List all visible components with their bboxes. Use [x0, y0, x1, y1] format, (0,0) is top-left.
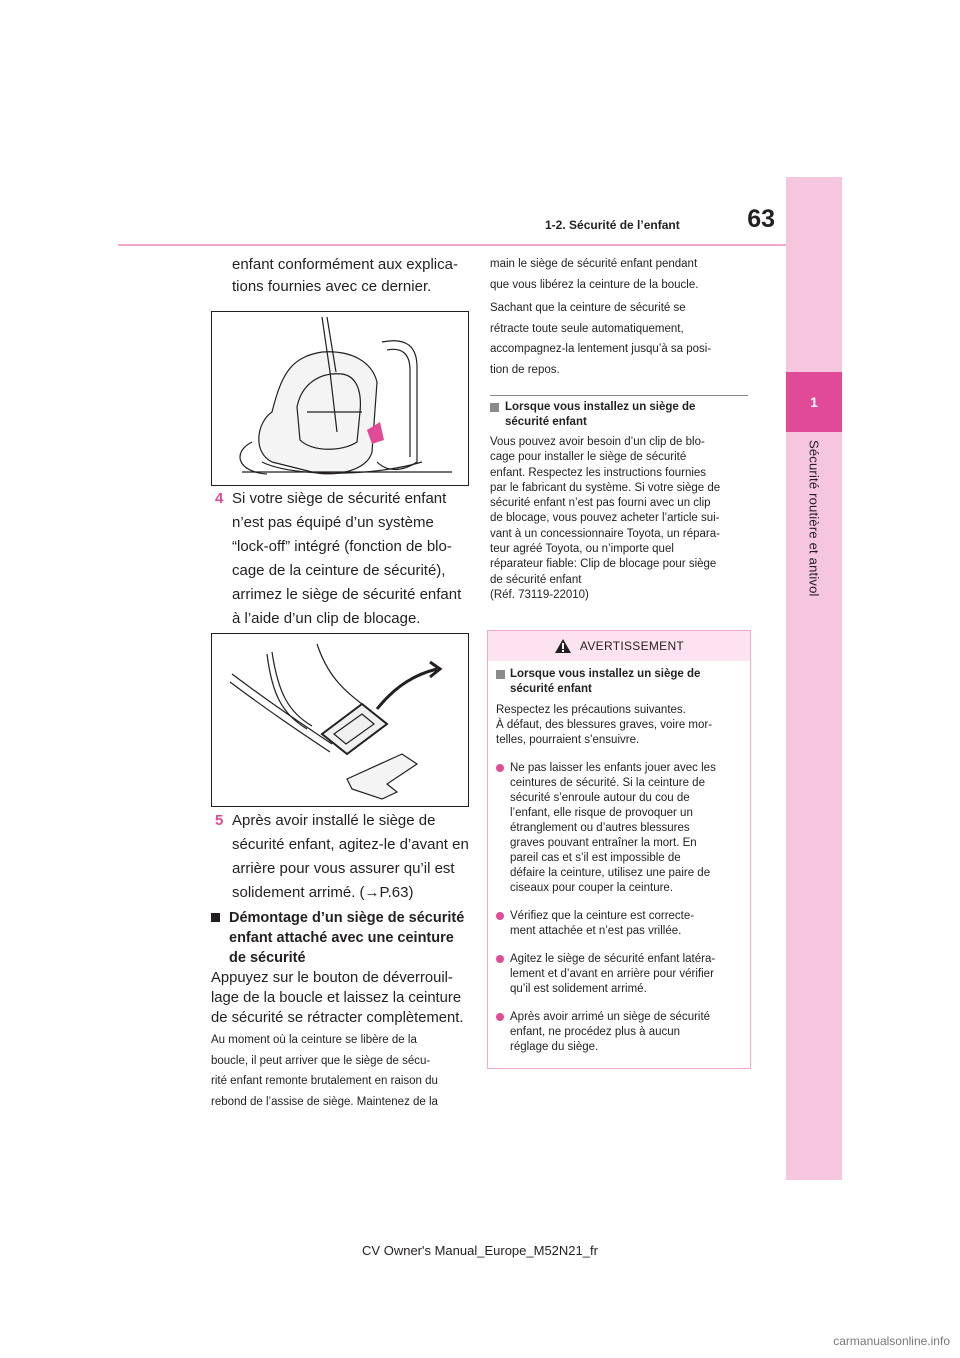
step-4-line: à l’aide d’un clip de blocage. — [232, 610, 421, 627]
install-heading-line: Lorsque vous installez un siège de — [505, 401, 696, 413]
warning-bullet-line: Après avoir arrimé un siège de sécurité — [510, 1011, 711, 1023]
chapter-title — [786, 440, 842, 615]
step-4-line: cage de la ceinture de sécurité), — [232, 562, 446, 579]
warning-bullet-line: ceintures de sécurité. Si la ceinture de — [510, 777, 705, 789]
install-body-line: de blocage, vous pouvez acheter l’article sui- — [490, 512, 720, 525]
round-bullet-icon — [496, 912, 504, 920]
warning-intro-line: À défaut, des blessures graves, voire mor- — [496, 719, 713, 731]
locking-clip-illustration — [212, 634, 468, 806]
install-body-line: teur agréé Toyota, ou n’importe quel — [490, 543, 674, 556]
warning-triangle-icon — [554, 638, 572, 654]
warning-intro-line: telles, pourraient s’ensuivre. — [496, 734, 640, 746]
removal-heading-line: enfant attaché avec une ceinture — [229, 930, 454, 946]
step-5 — [215, 809, 223, 833]
warning-bullet — [496, 909, 746, 939]
warning-bullet-line: sécurité s’enroule autour du cou de — [510, 792, 690, 804]
warning-bullet-line: Vérifiez que la ceinture est correcte- — [510, 910, 695, 922]
warning-header — [488, 631, 750, 661]
install-heading — [490, 400, 752, 430]
removal-body-line: de sécurité se rétracter complètement. — [211, 1010, 464, 1026]
install-body-line: (Réf. 73119-22010) — [490, 588, 589, 601]
warning-bullet-line: réglage du siège. — [510, 1041, 599, 1053]
chapter-title-text: Sécurité routière et antivol — [806, 440, 822, 597]
install-body-line: vant à un concessionnaire Toyota, un répara- — [490, 527, 720, 540]
step-5-line: Après avoir installé le siège de — [232, 812, 436, 829]
continued-note — [490, 254, 755, 295]
removal-heading — [211, 908, 471, 968]
warning-bullet-line: l’enfant, elle risque de provoquer un — [510, 807, 693, 819]
warning-heading-line: sécurité enfant — [510, 683, 592, 695]
install-body-line: de sécurité enfant — [490, 573, 582, 586]
warning-intro — [496, 703, 746, 748]
warning-bullet-line: défaire la ceinture, utilisez une paire de — [510, 867, 711, 879]
install-body-line: par le fabricant du système. Si votre siège de — [490, 481, 721, 494]
square-bullet-icon — [211, 913, 220, 922]
removal-heading-line: Démontage d’un siège de sécurité — [229, 910, 465, 926]
warning-content — [496, 667, 746, 1055]
child-seat-figure — [211, 311, 469, 486]
retract-note-line: tion de repos. — [490, 363, 560, 376]
install-heading-line: sécurité enfant — [505, 416, 587, 428]
child-seat-illustration — [212, 312, 468, 485]
retract-note-line: accompagnez-la lentement jusqu’à sa posi- — [490, 343, 712, 355]
step-5-line: sécurité enfant, agitez-le d’avant en — [232, 836, 469, 853]
square-bullet-icon — [490, 403, 499, 412]
warning-bullet-line: Agitez le siège de sécurité enfant latéra- — [510, 953, 716, 965]
step-4-number: 4 — [215, 490, 224, 507]
round-bullet-icon — [496, 955, 504, 963]
removal-body-line: Appuyez sur le bouton de déverrouil- — [211, 970, 453, 986]
removal-note-line: rebond de l’assise de siège. Maintenez de la — [211, 1095, 438, 1108]
warning-bullet-line: pareil cas et s’il est impossible de — [510, 852, 681, 864]
warning-bullet-line: qu’il est solidement arrimé. — [510, 983, 647, 995]
section-header: 1-2. Sécurité de l’enfant — [545, 218, 680, 232]
install-body-line: sécurité enfant n’est pas fourni avec un clip — [490, 497, 711, 510]
page-number: 63 — [747, 205, 775, 233]
warning-bullet-line: étranglement ou d’autres blessures — [510, 822, 690, 834]
step-4-line: “lock-off” intégré (fonction de blo- — [232, 538, 452, 555]
chapter-side-tab — [786, 177, 842, 1180]
install-body-line: réparateur fiable: Clip de blocage pour siège — [490, 558, 717, 571]
warning-bullet-line: ment attachée et n’est pas vrillée. — [510, 925, 682, 937]
removal-note-line: rité enfant remonte brutalement en raison du — [211, 1075, 438, 1087]
warning-bullet-line: enfant, ne procédez plus à aucun — [510, 1026, 681, 1038]
install-body — [490, 435, 755, 603]
footer-manual-name: CV Owner's Manual_Europe_M52N21_fr — [362, 1243, 598, 1258]
step-4-line: arrimez le siège de sécurité enfant — [232, 586, 462, 603]
step-4-line: n’est pas équipé d’un système — [232, 514, 434, 531]
continued-note-line: que vous libérez la ceinture de la boucle. — [490, 278, 699, 291]
divider — [490, 395, 748, 396]
warning-bullet — [496, 952, 746, 997]
removal-body-line: lage de la boucle et laissez la ceinture — [211, 990, 462, 1006]
install-body-line: Vous pouvez avoir besoin d’un clip de blo- — [490, 436, 705, 448]
header-rule — [118, 244, 786, 246]
chapter-number-tab: 1 — [786, 372, 842, 432]
step-4 — [215, 487, 223, 511]
warning-title: AVERTISSEMENT — [579, 639, 685, 653]
continued-note-line: main le siège de sécurité enfant pendant — [490, 258, 698, 270]
step-4-text — [232, 487, 472, 631]
warning-bullet — [496, 761, 746, 896]
arrow-icon — [377, 662, 440, 709]
locking-clip-figure — [211, 633, 469, 807]
retract-note-line: rétracte toute seule automatiquement, — [490, 322, 684, 335]
install-body-line: enfant. Respectez les instructions fournies — [490, 466, 707, 479]
removal-note-line: Au moment où la ceinture se libère de la — [211, 1034, 417, 1046]
retract-note — [490, 298, 755, 380]
round-bullet-icon — [496, 1013, 504, 1021]
install-body-line: cage pour installer le siège de sécurité — [490, 451, 687, 464]
step-5-line: arrière pour vous assurer qu’il est — [232, 860, 455, 877]
warning-bullet-line: graves pouvant entraîner la mort. En — [510, 837, 697, 849]
warning-bullet-line: Ne pas laisser les enfants jouer avec les — [510, 762, 716, 774]
warning-heading-line: Lorsque vous installez un siège de — [510, 668, 701, 680]
warning-box — [487, 630, 751, 1069]
warning-heading — [496, 667, 746, 697]
step-5-line: solidement arrimé. (→P.63) — [232, 884, 414, 901]
intro-line-2: tions fournies avec ce dernier. — [232, 278, 432, 295]
step-4-line: Si votre siège de sécurité enfant — [232, 490, 447, 507]
intro-line-1: enfant conformément aux explica- — [232, 256, 458, 273]
round-bullet-icon — [496, 764, 504, 772]
removal-body — [211, 968, 476, 1028]
step-5-text — [232, 809, 472, 905]
removal-note — [211, 1030, 476, 1112]
watermark: carmanualsonline.info — [833, 1334, 950, 1348]
retract-note-line: Sachant que la ceinture de sécurité se — [490, 302, 686, 314]
removal-heading-line: de sécurité — [229, 950, 306, 966]
warning-bullet-line: ciseaux pour couper la ceinture. — [510, 882, 674, 894]
removal-note-line: boucle, il peut arriver que le siège de sécu- — [211, 1054, 431, 1067]
warning-bullet — [496, 1010, 746, 1055]
warning-intro-line: Respectez les précautions suivantes. — [496, 704, 686, 716]
warning-bullet-line: lement et d’avant en arrière pour vérifier — [510, 968, 714, 980]
square-bullet-icon — [496, 670, 505, 679]
step-5-number: 5 — [215, 812, 224, 829]
